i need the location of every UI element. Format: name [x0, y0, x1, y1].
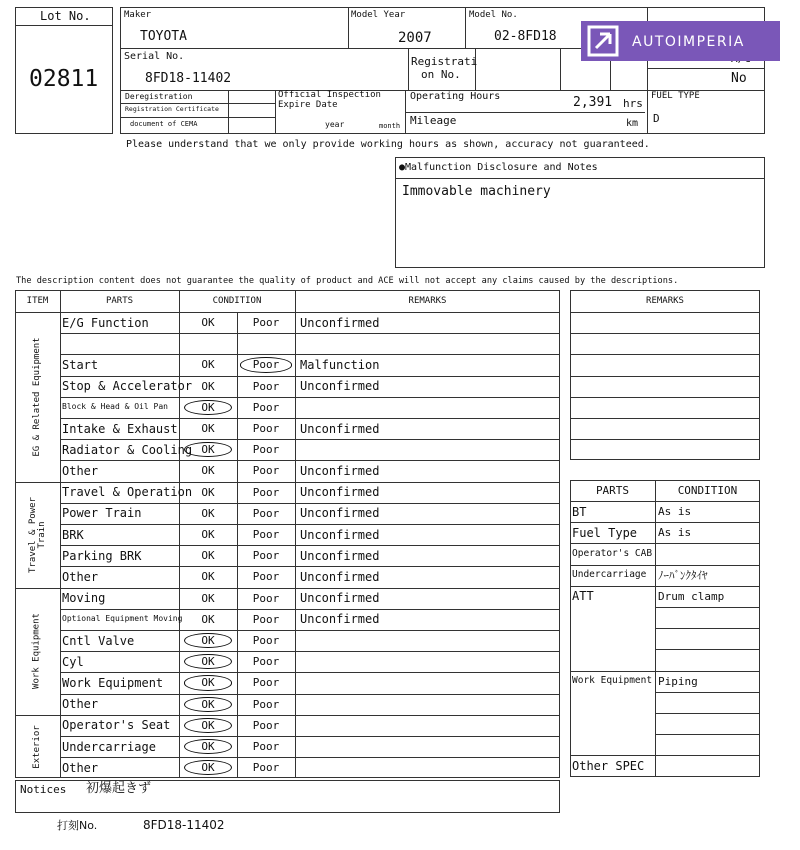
condition-ok: OK: [201, 422, 215, 436]
lot-number: 02811: [29, 66, 99, 92]
part-name: Power Train: [62, 506, 142, 521]
serial-label: Serial No.: [124, 51, 185, 62]
stamp-value: 8FD18-11402: [143, 818, 225, 832]
part-name: Parking BRK: [62, 548, 142, 563]
condition-poor: Poor: [252, 676, 280, 690]
ok-circle-mark: [184, 675, 232, 690]
condition-poor: Poor: [252, 612, 280, 626]
remark: [300, 757, 557, 778]
serial-value: 8FD18-11402: [145, 71, 232, 86]
condition-part: Undercarriage: [572, 569, 647, 581]
condition-ok: OK: [201, 697, 215, 711]
remark: Unconfirmed: [300, 506, 380, 521]
condition-poor: Poor: [252, 718, 280, 732]
remark: Unconfirmed: [300, 569, 380, 584]
ok-circle-mark: [184, 697, 232, 712]
remark: Unconfirmed: [300, 612, 380, 627]
condition-poor: Poor: [252, 400, 280, 414]
condition-ok: OK: [201, 591, 215, 605]
model-year-value: 2007: [398, 30, 432, 46]
part-name: Start: [62, 357, 99, 372]
condition-part: Other SPEC: [572, 758, 645, 773]
ok-circle-mark: [184, 400, 232, 415]
hrs-unit: hrs: [623, 97, 643, 110]
condition-poor: Poor: [252, 506, 280, 520]
condition-ok: OK: [201, 570, 215, 584]
condition-poor: Poor: [252, 634, 280, 648]
condition-poor: Poor: [252, 740, 280, 754]
malfunction-title: ●Malfunction Disclosure and Notes: [399, 162, 598, 173]
model-year-label: Model Year: [351, 10, 406, 20]
condition-value: As is: [658, 526, 692, 540]
part-name: Other: [62, 697, 99, 712]
part-name: BRK: [62, 527, 84, 542]
logo-mark-icon: [586, 24, 620, 58]
part-name: Intake & Exhaust: [62, 421, 178, 436]
remark: Malfunction: [300, 357, 380, 372]
fuel-type-label: FUEL TYPE: [651, 91, 700, 101]
remark: [300, 694, 557, 715]
condition-part: Operator's CAB: [572, 548, 653, 560]
part-name: Stop & Accelerator: [62, 379, 193, 394]
remark: [300, 651, 557, 672]
model-no-value: 02-8FD18: [494, 29, 557, 44]
remark: [300, 736, 557, 757]
notices-label: Notices: [20, 783, 67, 796]
condition-poor: Poor: [252, 485, 280, 499]
notices-text: 初爆起きず: [86, 781, 152, 796]
remark: Unconfirmed: [300, 591, 380, 606]
condition-part: ATT: [572, 589, 594, 604]
condition-poor: Poor: [252, 761, 280, 775]
maker-value: TOYOTA: [140, 29, 187, 44]
remark: Unconfirmed: [300, 548, 380, 563]
part-name: Block & Head & Oil Pan: [62, 402, 168, 412]
model-no-label: Model No.: [469, 10, 518, 20]
part-name: Cntl Valve: [62, 633, 135, 648]
part-name: Other: [62, 569, 99, 584]
condition-poor: Poor: [252, 443, 280, 457]
condition-part: BT: [572, 504, 587, 519]
condition-value: As is: [658, 505, 692, 519]
condition-ok: OK: [201, 634, 215, 648]
ac-value: No: [731, 71, 747, 86]
remark: [300, 715, 557, 736]
group-label: Travel & Power Train: [27, 496, 47, 573]
group-label: Exterior: [31, 724, 42, 769]
part-name: Moving: [62, 591, 106, 606]
condition-ok: OK: [201, 485, 215, 499]
autoimperia-logo: [581, 21, 780, 61]
inspection-label-1: Official Inspection: [278, 90, 381, 100]
part-name: Work Equipment: [62, 675, 164, 690]
condition-poor: Poor: [252, 379, 280, 393]
group-label: Work Equipment: [31, 613, 42, 690]
part-name: Radiator & Cooling: [62, 442, 193, 457]
part-name: Undercarriage: [62, 739, 156, 754]
condition-poor: Poor: [252, 591, 280, 605]
condition-ok: OK: [201, 612, 215, 626]
condition-ok: OK: [201, 655, 215, 669]
condition-value: [658, 543, 758, 564]
fuel-type-value: D: [653, 112, 660, 125]
maker-label: Maker: [124, 10, 152, 20]
remark: Unconfirmed: [300, 379, 380, 394]
part-name: Other: [62, 463, 99, 478]
operating-hours-value: 2,391: [573, 95, 613, 110]
condition-poor: Poor: [252, 358, 280, 372]
remark: [300, 672, 557, 693]
malfunction-box: [395, 157, 765, 268]
condition-poor: Poor: [252, 422, 280, 436]
condition-value: Drum clamp: [658, 589, 725, 603]
condition-value: ﾉｰﾊﾞﾝｸﾀｲﾔ: [658, 568, 708, 582]
remark: Unconfirmed: [300, 315, 380, 330]
condition-ok: OK: [201, 379, 215, 393]
remark: [300, 397, 557, 418]
remark: [300, 333, 557, 354]
condition-ok: OK: [201, 316, 215, 330]
condition-part: Fuel Type: [572, 525, 638, 540]
lot-label: Lot No.: [40, 9, 91, 23]
km-unit: km: [626, 118, 639, 129]
part-name: Operator's Seat: [62, 718, 171, 733]
ok-circle-mark: [184, 718, 232, 733]
condition-ok: OK: [201, 358, 215, 372]
part-name: Travel & Operation: [62, 485, 193, 500]
condition-poor: Poor: [252, 528, 280, 542]
malfunction-text: Immovable machinery: [402, 184, 551, 199]
part-name: [62, 333, 178, 354]
registration-label-1: Registrati: [411, 55, 478, 68]
cema-label: document of CEMA: [130, 120, 198, 128]
condition-part: Work Equipment: [572, 675, 653, 687]
condition-poor: Poor: [252, 655, 280, 669]
condition-ok: OK: [201, 549, 215, 563]
registration-cert-label: Registration Certificate: [125, 105, 219, 113]
hours-note: Please understand that we only provide working hours as shown, accuracy not guaranteed.: [126, 139, 650, 150]
year-label: year: [325, 120, 345, 129]
poor-circle-mark: [240, 357, 292, 372]
part-name: Cyl: [62, 654, 84, 669]
operating-hours-label: Operating Hours: [410, 91, 501, 102]
stamp-label: 打刻No.: [57, 819, 98, 832]
header-parts: PARTS: [105, 295, 134, 306]
remark: Unconfirmed: [300, 527, 380, 542]
condition-ok: OK: [201, 400, 215, 414]
condition-poor: Poor: [252, 464, 280, 478]
remark: [300, 630, 557, 651]
condition-ok: OK: [201, 528, 215, 542]
part-name: Other: [62, 760, 99, 775]
header-remarks: REMARKS: [408, 295, 447, 306]
condition-ok: OK: [201, 506, 215, 520]
remark: Unconfirmed: [300, 421, 380, 436]
deregistration-label: Deregistration: [125, 92, 193, 101]
header-condition: CONDITION: [212, 295, 262, 306]
disclaimer: The description content does not guarantee the quality of product and ACE will not accept any claims caused by the descriptions.: [16, 276, 679, 286]
remark: Unconfirmed: [300, 463, 380, 478]
conditions-header-parts: PARTS: [595, 484, 630, 497]
condition-ok: OK: [201, 443, 215, 457]
conditions-header-condition: CONDITION: [677, 484, 738, 497]
condition-poor: Poor: [252, 549, 280, 563]
header-item: ITEM: [26, 295, 49, 306]
remark: Unconfirmed: [300, 485, 380, 500]
condition-value: Piping: [658, 674, 698, 688]
condition-ok: OK: [201, 761, 215, 775]
condition-poor: Poor: [252, 570, 280, 584]
month-label: month: [379, 122, 401, 130]
remarks-header: REMARKS: [646, 295, 684, 306]
condition-poor: Poor: [252, 697, 280, 711]
condition-ok: OK: [201, 718, 215, 732]
remark: [300, 439, 557, 460]
mileage-label: Mileage: [410, 114, 457, 127]
condition-ok: OK: [201, 740, 215, 754]
group-label: EG & Related Equipment: [31, 337, 42, 457]
part-name: Optional Equipment Moving: [62, 614, 183, 624]
condition-ok: OK: [201, 464, 215, 478]
inspection-label-2: Expire Date: [278, 100, 338, 110]
part-name: E/G Function: [62, 315, 149, 330]
registration-label-2: on No.: [421, 68, 461, 81]
condition-value: [658, 755, 758, 776]
condition-ok: OK: [201, 676, 215, 690]
logo-text: AUTOIMPERIA: [632, 34, 745, 50]
condition-poor: Poor: [252, 316, 280, 330]
